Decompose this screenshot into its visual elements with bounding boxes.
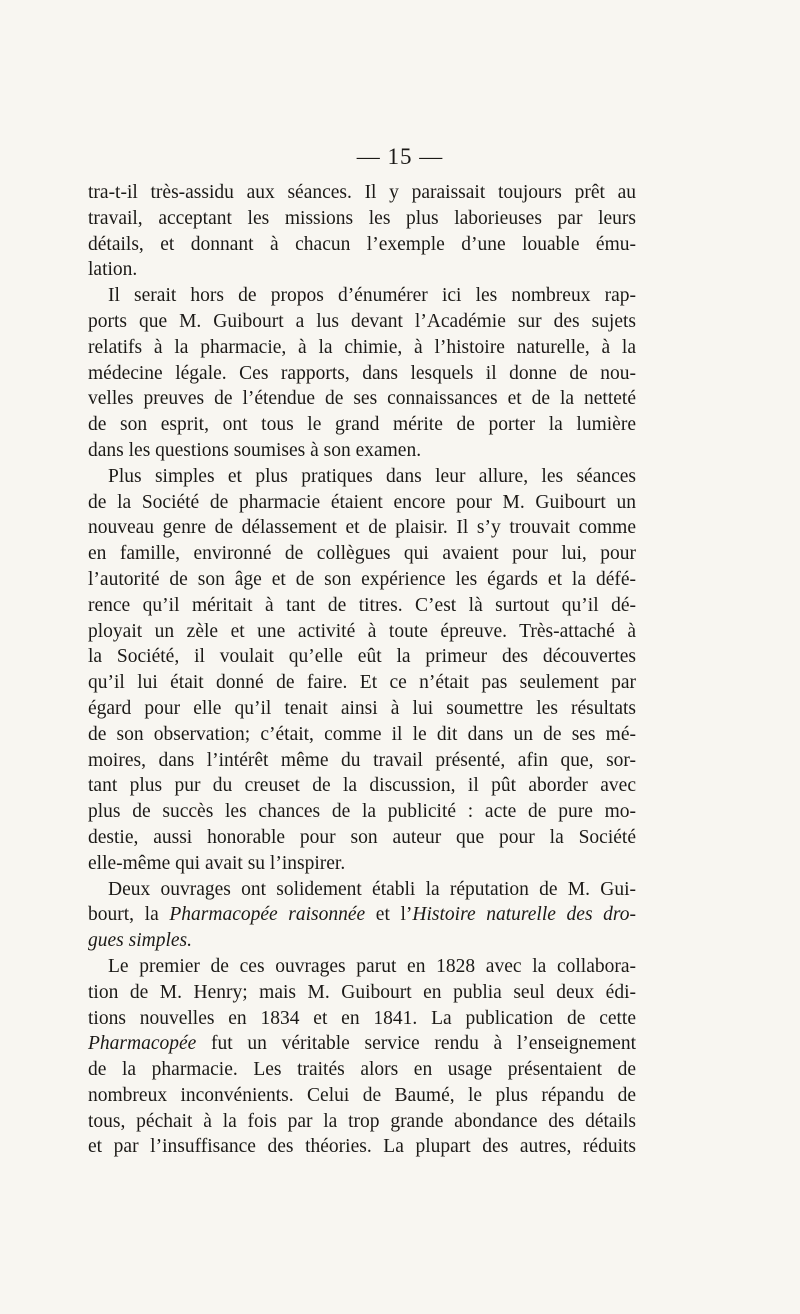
text-line: en famille, environné de collègues qui avaient pour lui, pour [88,543,636,565]
text-line: tant plus pur du creuset de la discussion, il pût aborder avec [88,775,636,797]
text-line: Deux ouvrages ont solidement établi la réputation de M. Gui- [108,878,636,900]
text-line: la Société, il voulait qu’elle eût la primeur des découvertes [88,646,636,668]
text-segment: et l’ [365,904,413,926]
text-line: relatifs à la pharmacie, à la chimie, à l’histoire naturelle, à la [88,336,636,358]
text-line: lation. [88,259,138,281]
text-line: elle-même qui avait su l’inspirer. [88,852,346,874]
text-line: velles preuves de l’étendue de ses connaissances et de la netteté [88,388,636,410]
text-line: destie, aussi honorable pour son auteur que pour la Société [88,826,636,848]
text-line: médecine légale. Ces rapports, dans lesquels il donne de nou- [88,362,636,384]
body-text [88,180,636,1160]
italic-title-text: gues simples. [88,930,192,952]
text-line: nouveau genre de délassement et de plaisir. Il s’y trouvait comme [88,517,636,539]
italic-title-text: Pharmacopée raisonnée [169,904,366,926]
page-number: — 15 — [356,144,444,169]
text-line: plus de succès les chances de la publicité : acte de pure mo- [88,801,636,823]
text-line: de son esprit, ont tous le grand mérite de porter la lumière [88,414,636,436]
italic-title-text: Histoire naturelle des dro- [412,904,637,926]
text-line: Plus simples et plus pratiques dans leur allure, les séances [108,465,636,487]
text-line: détails, et donnant à chacun l’exemple d’une louable ému- [88,233,636,255]
text-line: ports que M. Guibourt a lus devant l’Académie sur des sujets [88,310,636,332]
text-segment: bourt, la [88,904,170,926]
text-line: dans les questions soumises à son examen. [88,439,422,461]
text-line [88,1031,636,1057]
text-line: tra-t-il très-assidu aux séances. Il y paraissait toujours prêt au [88,182,636,203]
text-line [88,928,636,954]
text-line: ployait un zèle et une activité à toute épreuve. Très-attaché à [88,620,636,642]
text-segment: fut un véritable service rendu à l’enseignement [196,1033,636,1055]
text-line: moires, dans l’intérêt même du travail présenté, afin que, sor- [88,749,636,771]
text-line: tion de M. Henry; mais M. Guibourt en publia seul deux édi- [88,981,636,1003]
text-line: de la Société de pharmacie étaient encore pour M. Guibourt un [88,491,636,513]
text-line: tions nouvelles en 1834 et en 1841. La publication de cette [88,1007,636,1029]
text-line: égard pour elle qu’il tenait ainsi à lui soumettre les résultats [88,697,636,719]
text-line: nombreux inconvénients. Celui de Baumé, le plus répandu de [88,1084,636,1106]
text-line: qu’il lui était donné de faire. Et ce n’était pas seulement par [88,672,636,694]
text-line: de son observation; c’était, comme il le dit dans un de ses mé- [88,723,636,745]
text-line: de la pharmacie. Les traités alors en usage présentaient de [88,1059,636,1081]
text-line: et par l’insuffisance des théories. La plupart des autres, réduits [88,1136,636,1158]
text-line: rence qu’il méritait à tant de titres. C’est là surtout qu’il dé- [88,594,636,616]
text-line [88,902,636,928]
text-line: tous, péchait à la fois par la trop grande abondance des détails [88,1110,636,1132]
text-line: travail, acceptant les missions les plus laborieuses par leurs [88,207,636,229]
text-line: Le premier de ces ouvrages parut en 1828 avec la collabora- [108,955,636,977]
text-line: l’autorité de son âge et de son expérience les égards et la défé- [88,568,636,590]
text-line: Il serait hors de propos d’énumérer ici les nombreux rap- [108,285,636,307]
italic-title-text: Pharmacopée [88,1033,197,1055]
